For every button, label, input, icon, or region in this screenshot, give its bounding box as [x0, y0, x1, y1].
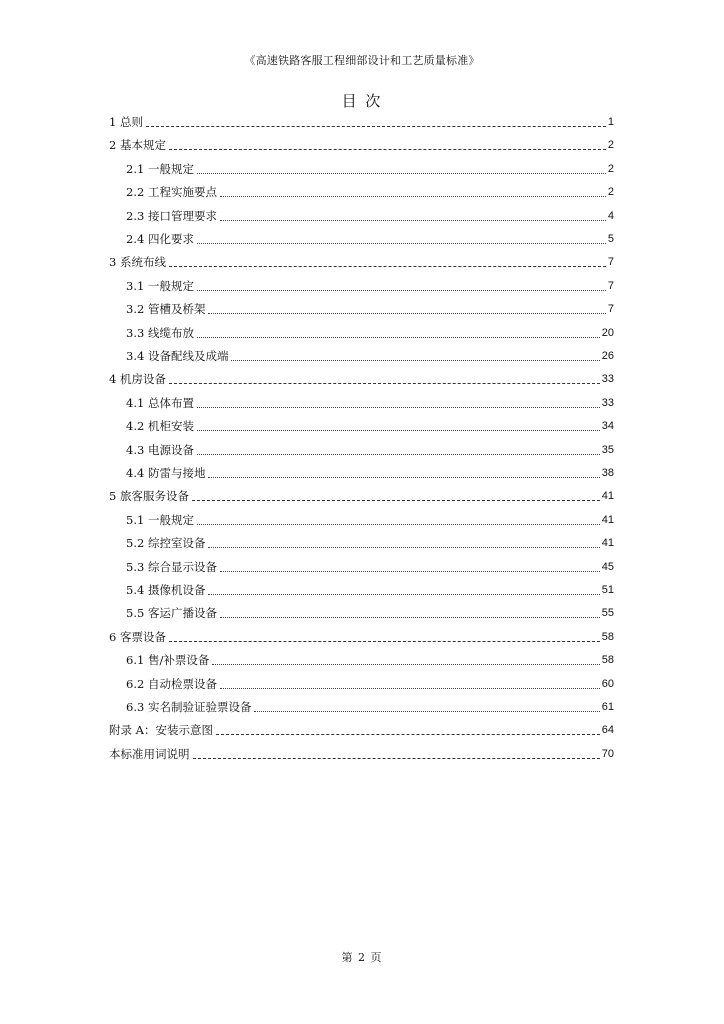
toc-entry-label: 3.4 设备配线及成端: [126, 349, 229, 363]
toc-leader-dots: [231, 360, 599, 361]
toc-section-entry[interactable]: [126, 394, 614, 413]
toc-section-entry[interactable]: [126, 698, 614, 717]
toc-entry-label: 4.3 电源设备: [126, 442, 194, 457]
toc-leader-dots: [220, 571, 600, 572]
toc-leader-dots: [197, 407, 600, 408]
toc-leader-dots: [197, 173, 606, 174]
toc-section-entry[interactable]: [126, 417, 614, 436]
toc-leader-dots: [254, 711, 599, 712]
toc-section-entry[interactable]: [126, 441, 614, 460]
toc-leader-dots: [192, 500, 600, 501]
toc-chapter-entry[interactable]: [109, 721, 614, 740]
toc-leader-dots: [208, 313, 605, 314]
page-number: 第 2 页: [341, 951, 383, 964]
toc-section-entry[interactable]: [126, 511, 614, 530]
toc-entry-page-number: 58: [601, 654, 614, 667]
toc-section-entry[interactable]: [126, 675, 614, 694]
toc-leader-dots: [197, 524, 600, 525]
toc-leader-dots: [169, 149, 606, 150]
toc-entry-page-number: 41: [601, 490, 614, 503]
toc-entry-label: 6 客票设备: [109, 629, 166, 644]
toc-leader-dots: [169, 266, 606, 267]
toc-leader-dots: [193, 758, 600, 759]
toc-section-entry[interactable]: [126, 581, 614, 600]
toc-entry-page-number: 64: [601, 724, 614, 737]
toc-entry-label: 5 旅客服务设备: [109, 489, 189, 504]
toc-entry-label: 3 系统布线: [109, 255, 166, 270]
toc-entry-page-number: 41: [601, 513, 614, 526]
toc-entry-page-number: 20: [601, 326, 614, 339]
page-header: 《高速铁路客服工程细部设计和工艺质量标准》: [244, 54, 480, 67]
toc-section-entry[interactable]: [126, 160, 614, 179]
toc-section-entry[interactable]: [126, 651, 614, 670]
toc-leader-dots: [169, 641, 600, 642]
toc-entry-label: 5.2 综控室设备: [126, 536, 206, 551]
toc-entry-page-number: 33: [601, 396, 614, 409]
toc-section-entry[interactable]: [126, 558, 614, 577]
toc-section-entry[interactable]: [126, 300, 614, 319]
toc-section-entry[interactable]: [126, 464, 614, 483]
toc-leader-dots: [220, 196, 606, 197]
toc-chapter-entry[interactable]: [109, 628, 614, 647]
toc-chapter-entry[interactable]: [109, 253, 614, 272]
toc-section-entry[interactable]: [126, 230, 614, 249]
toc-entry-page-number: 55: [601, 607, 614, 620]
toc-leader-dots: [212, 664, 599, 665]
toc-entry-label: 1 总则: [109, 115, 143, 129]
toc-entry-page-number: 35: [601, 443, 614, 456]
toc-entry-label: 2.2 工程实施要点: [126, 185, 217, 200]
toc-entry-page-number: 7: [607, 303, 614, 316]
toc-entry-page-number: 33: [601, 373, 614, 386]
toc-leader-dots: [220, 220, 606, 221]
toc-entry-page-number: 5: [607, 233, 614, 245]
toc-entry-page-number: 58: [601, 630, 614, 643]
toc-section-entry[interactable]: [126, 347, 614, 366]
toc-entry-page-number: 2: [607, 139, 614, 152]
toc-entry-label: 附录 A：安装示意图: [109, 723, 213, 738]
toc-entry-label: 3.1 一般规定: [126, 278, 194, 293]
toc-leader-dots: [146, 126, 606, 127]
toc-chapter-entry[interactable]: [109, 136, 614, 155]
toc-entry-label: 2.1 一般规定: [126, 161, 194, 176]
toc-leader-dots: [208, 477, 599, 478]
toc-entry-label: 5.5 客运广播设备: [126, 606, 217, 621]
toc-leader-dots: [197, 337, 600, 338]
toc-entry-label: 本标准用词说明: [109, 746, 190, 761]
toc-leader-dots: [197, 430, 600, 431]
toc-entry-label: 4.2 机柜安装: [126, 419, 194, 434]
toc-leader-dots: [197, 243, 606, 244]
toc-entry-page-number: 51: [601, 584, 614, 596]
toc-entry-page-number: 45: [601, 560, 614, 573]
toc-entry-page-number: 61: [601, 701, 614, 713]
toc-entry-page-number: 2: [607, 186, 614, 199]
toc-entry-label: 2.4 四化要求: [126, 232, 194, 246]
toc-leader-dots: [197, 454, 600, 455]
toc-entry-page-number: 41: [601, 537, 614, 550]
toc-entry-label: 5.4 摄像机设备: [126, 583, 206, 597]
toc-entry-label: 2 基本规定: [109, 138, 166, 153]
toc-entry-label: 4.1 总体布置: [126, 395, 194, 410]
toc-chapter-entry[interactable]: [109, 745, 614, 764]
toc-entry-label: 5.1 一般规定: [126, 512, 194, 527]
toc-entry-label: 3.3 线缆布放: [126, 325, 194, 340]
toc-entry-page-number: 1: [607, 116, 614, 128]
toc-entry-label: 4 机房设备: [109, 372, 166, 387]
toc-entry-page-number: 70: [601, 747, 614, 760]
toc-entry-label: 6.2 自动检票设备: [126, 676, 217, 691]
toc-entry-label: 6.1 售/补票设备: [126, 653, 210, 668]
toc-entry-page-number: 2: [607, 162, 614, 175]
toc-section-entry[interactable]: [126, 277, 614, 296]
toc-entry-page-number: 26: [601, 350, 614, 362]
toc-leader-dots: [169, 383, 600, 384]
toc-section-entry[interactable]: [126, 207, 614, 226]
toc-entry-label: 4.4 防雷与接地: [126, 466, 206, 480]
toc-entry-page-number: 7: [607, 256, 614, 269]
toc-entry-page-number: 7: [607, 279, 614, 292]
toc-section-entry[interactable]: [126, 604, 614, 623]
toc-section-entry[interactable]: [126, 183, 614, 202]
toc-leader-dots: [208, 594, 599, 595]
toc-leader-dots: [220, 617, 600, 618]
toc-entry-page-number: 34: [601, 420, 614, 433]
toc-leader-dots: [216, 734, 600, 735]
toc-entry-label: 3.2 管槽及桥架: [126, 302, 206, 317]
toc-chapter-entry[interactable]: [109, 370, 614, 389]
toc-chapter-entry[interactable]: [109, 113, 614, 132]
toc-list: [0, 113, 724, 763]
toc-entry-label: 2.3 接口管理要求: [126, 208, 217, 223]
toc-leader-dots: [208, 547, 599, 548]
toc-entry-label: 6.3 实名制验证验票设备: [126, 700, 252, 714]
toc-leader-dots: [197, 290, 606, 291]
toc-entry-page-number: 38: [601, 467, 614, 479]
toc-title: 目 次: [341, 92, 383, 110]
toc-chapter-entry[interactable]: [109, 487, 614, 506]
toc-section-entry[interactable]: [126, 324, 614, 343]
toc-entry-page-number: 4: [607, 209, 614, 222]
toc-entry-page-number: 60: [601, 677, 614, 690]
toc-leader-dots: [220, 688, 600, 689]
toc-section-entry[interactable]: [126, 534, 614, 553]
toc-entry-label: 5.3 综合显示设备: [126, 559, 217, 574]
